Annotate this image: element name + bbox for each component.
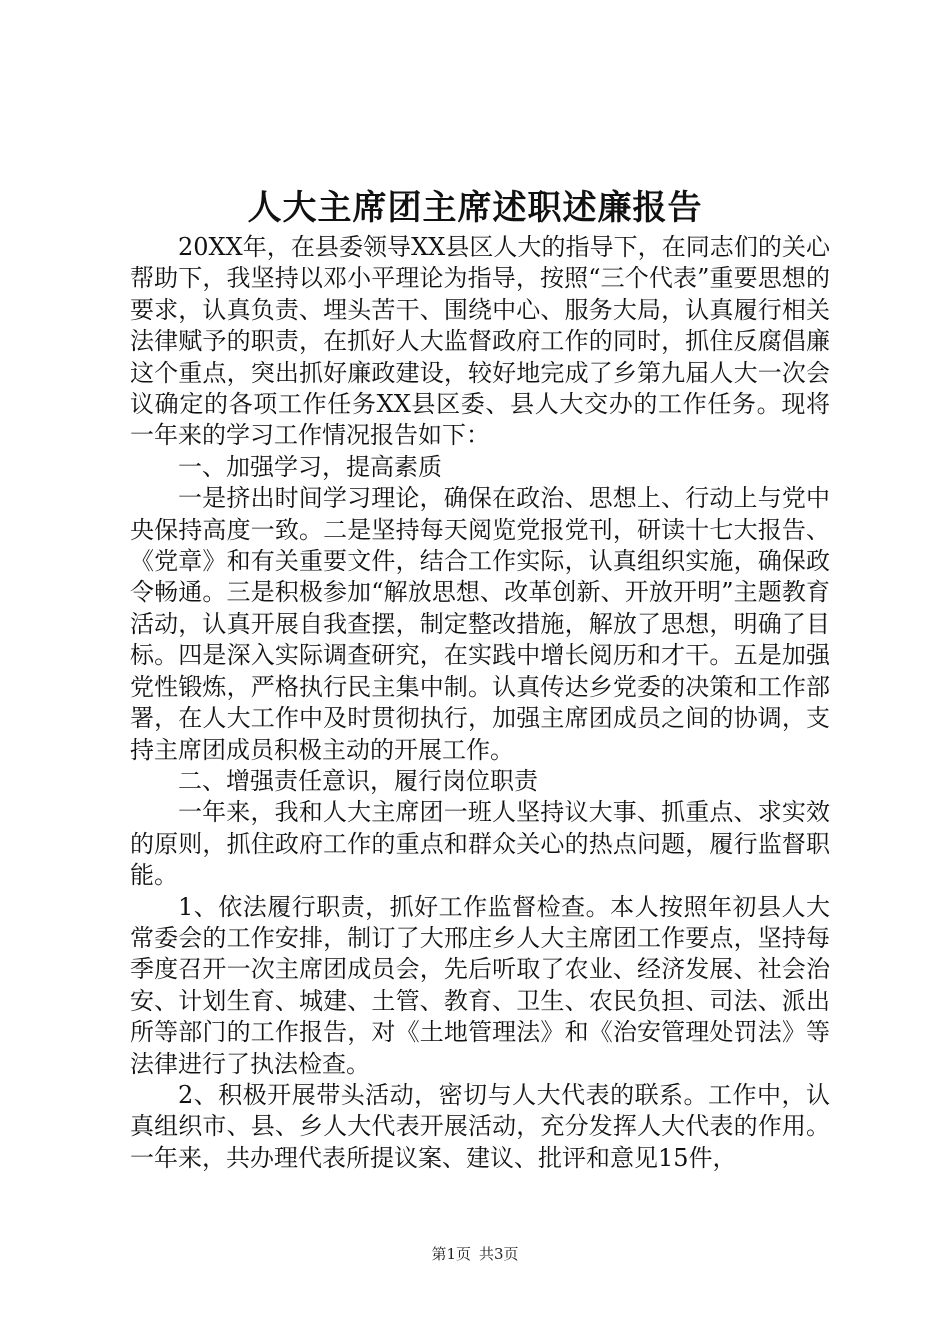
document-title: 人大主席团主席述职述廉报告 (247, 188, 703, 228)
document-body (130, 232, 830, 1174)
paragraph-supervision: 1、依法履行职责，抓好工作监督检查。本人按照年初县人大常委会的工作安排，制订了大邢庄乡人大主席团工作要点，坚持每季度召开一次主席团成员会，先后听取了农业、经济发展、社会治安、计划生育、城建、土管、教育、卫生、农民负担、司法、派出所等部门的工作报告，对《土地管理法》和《治安管理处罚法》等法律进行了执法检查。 (130, 892, 830, 1078)
page-number: 第1页 (431, 1245, 471, 1263)
section-heading-2: 二、增强责任意识，履行岗位职责 (178, 766, 538, 795)
section-heading-1: 一、加强学习，提高素质 (178, 452, 442, 481)
page-footer (0, 1244, 950, 1264)
paragraph-representatives: 2、积极开展带头活动，密切与人大代表的联系。工作中，认真组织市、县、乡人大代表开展活动，充分发挥人大代表的作用。一年来，共办理代表所提议案、建议、批评和意见15件， (130, 1080, 830, 1172)
page-total: 共3页 (479, 1245, 519, 1263)
paragraph-study: 一是挤出时间学习理论，确保在政治、思想上、行动上与党中央保持高度一致。二是坚持每天阅览党报党刊，研读十七大报告、《党章》和有关重要文件，结合工作实际，认真组织实施，确保政令畅通。三是积极参加“解放思想、改革创新、开放开明”主题教育活动，认真开展自我查摆，制定整改措施，解放了思想，明确了目标。四是深入实际调查研究，在实践中增长阅历和才干。五是加强党性锻炼，严格执行民主集中制。认真传达乡党委的决策和工作部署，在人大工作中及时贯彻执行，加强主席团成员之间的协调，支持主席团成员积极主动的开展工作。 (130, 484, 830, 764)
paragraph-intro: 20XX年，在县委领导XX县区人大的指导下，在同志们的关心帮助下，我坚持以邓小平理论为指导，按照“三个代表”重要思想的要求，认真负责、埋头苦干、围绕中心、服务大局，认真履行相关法律赋予的职责，在抓好人大监督政府工作的同时，抓住反腐倡廉这个重点，突出抓好廉政建设，较好地完成了乡第九届人大一次会议确定的各项工作任务XX县区委、县人大交办的工作任务。现将一年来的学习工作情况报告如下： (130, 233, 830, 450)
paragraph-duties: 一年来，我和人大主席团一班人坚持议大事、抓重点、求实效的原则，抓住政府工作的重点和群众关心的热点问题，履行监督职能。 (130, 798, 830, 890)
